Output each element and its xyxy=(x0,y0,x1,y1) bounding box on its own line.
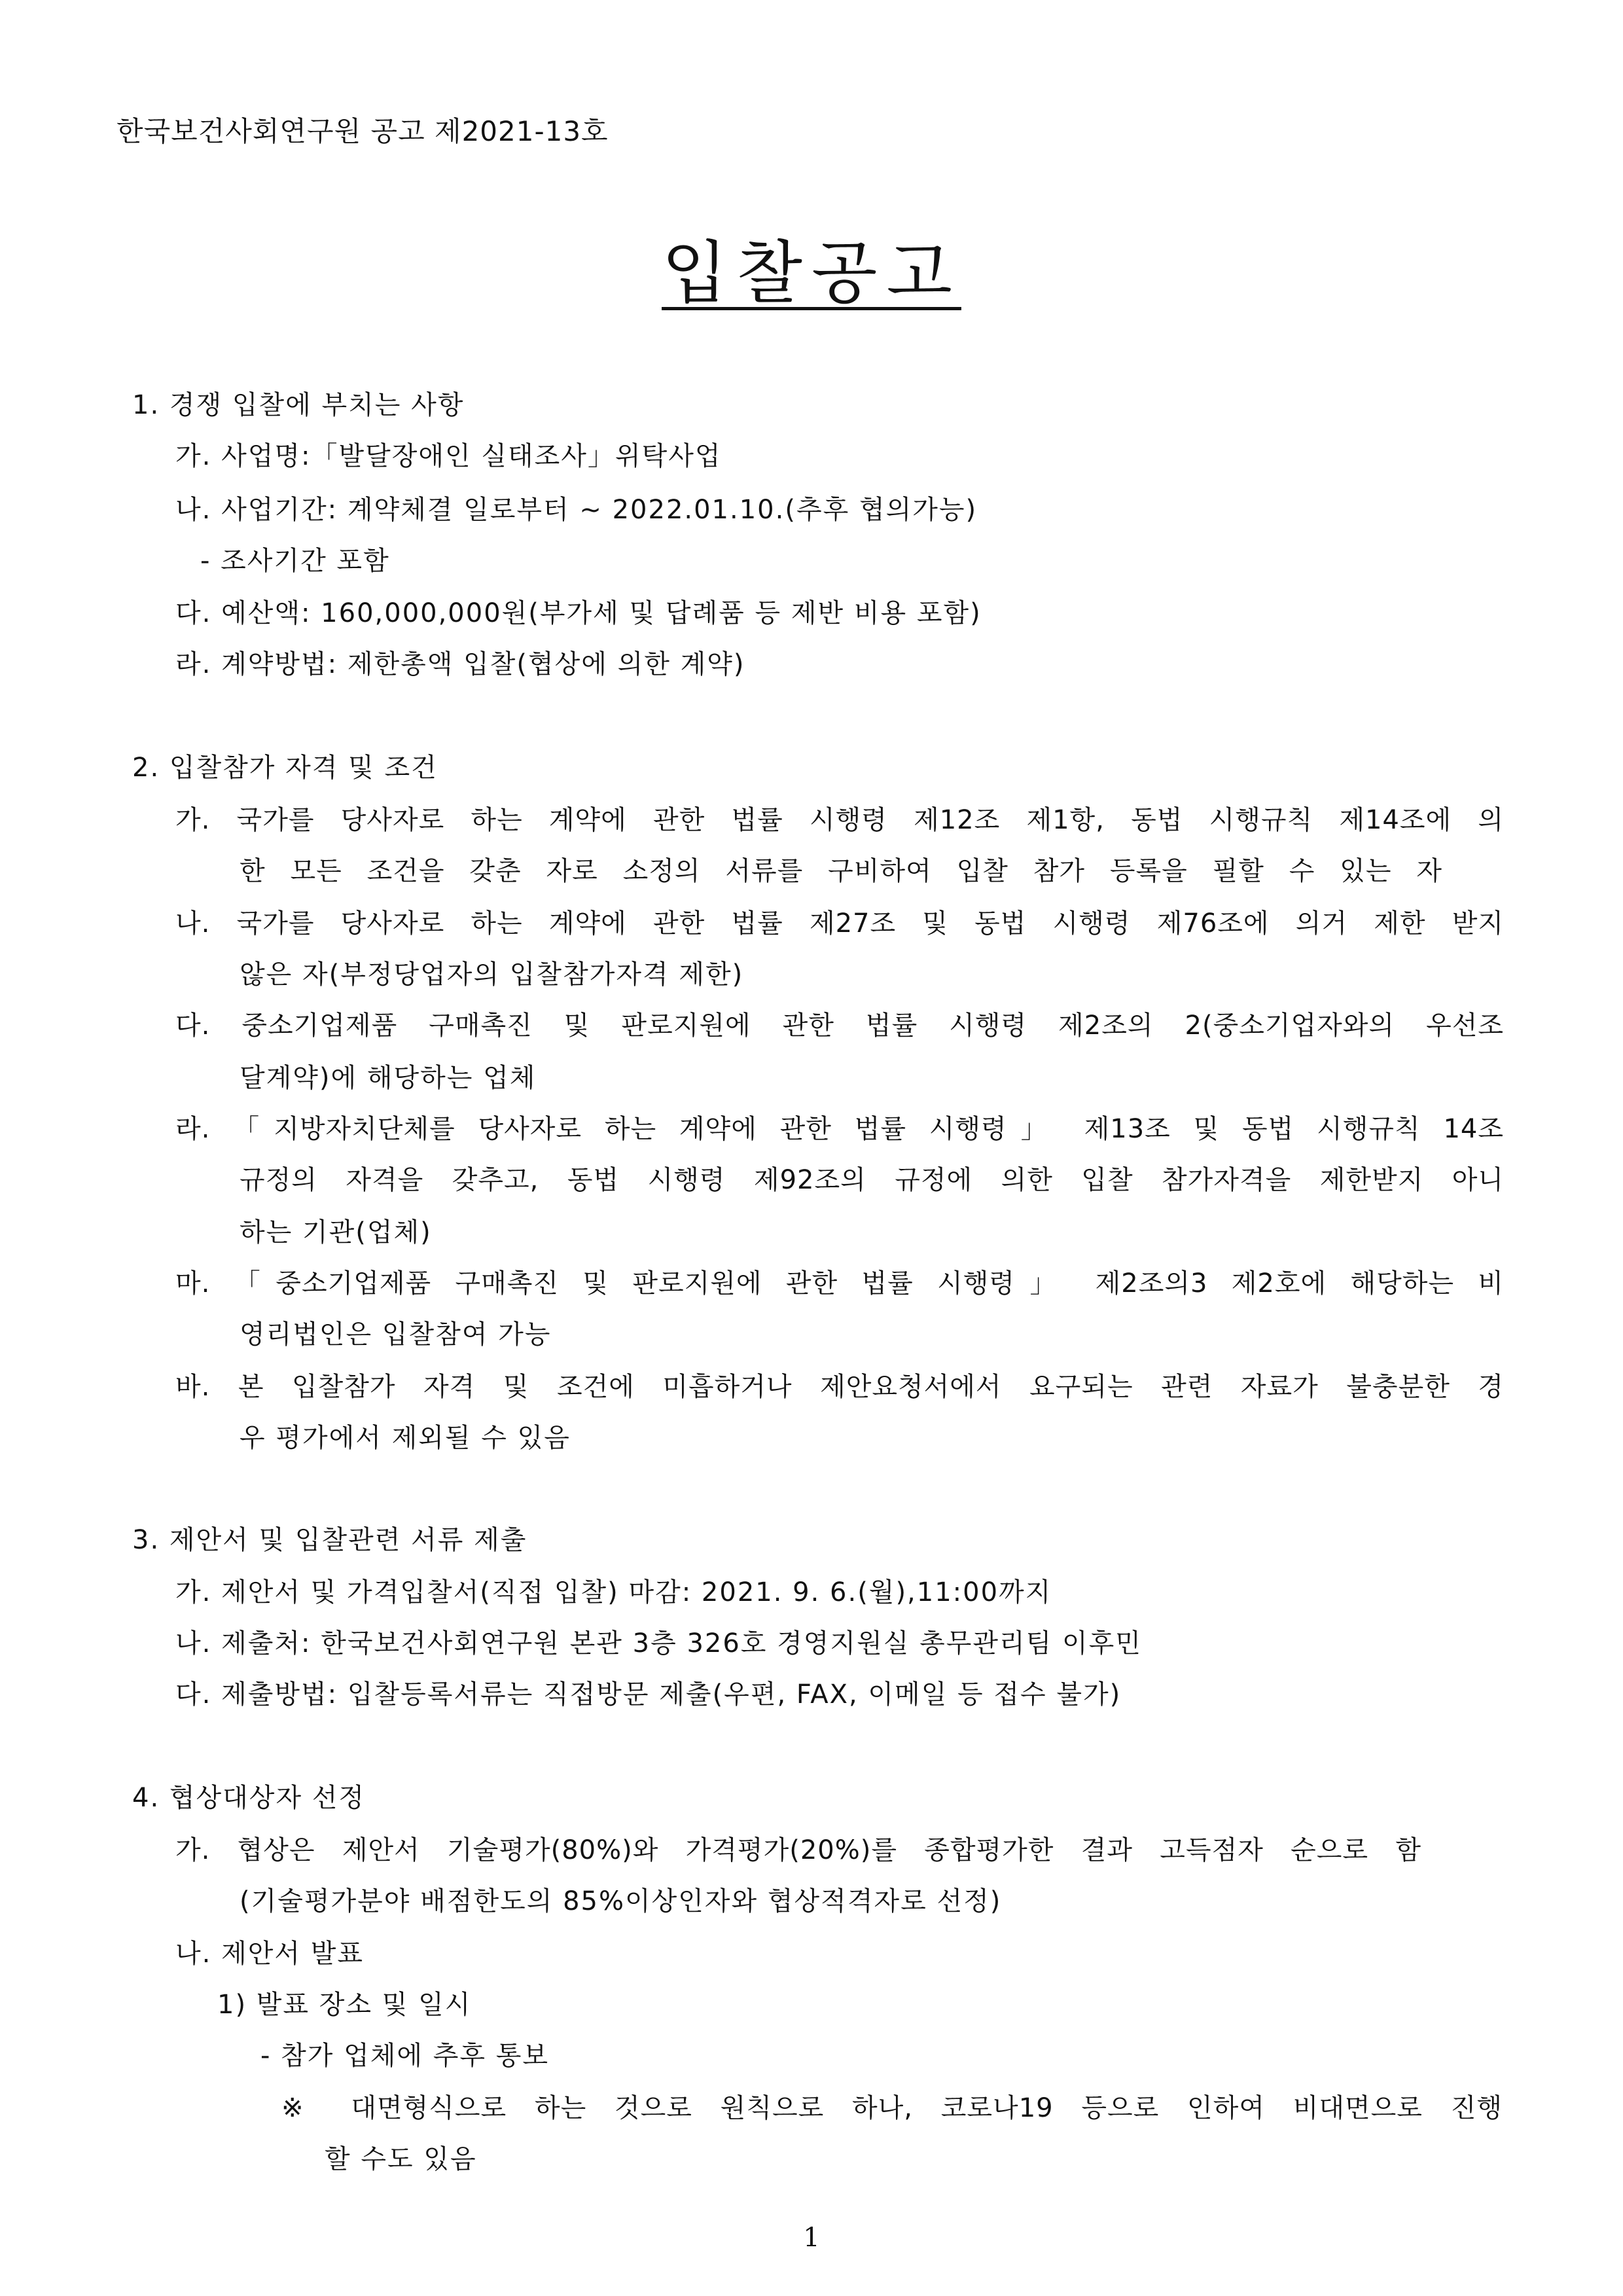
section-4-item-b: 나. 제안서 발표 xyxy=(175,1939,364,1969)
section-1-item-b: 나. 사업기간: 계약체결 일로부터 ~ 2022.01.10.(추후 협의가능) xyxy=(175,495,978,525)
section-3-item-b: 나. 제출처: 한국보건사회연구원 본관 3층 326호 경영지원실 총무관리팀 이후민 xyxy=(175,1628,1142,1659)
section-2-item-f-line2: 우 평가에서 제외될 수 있음 xyxy=(240,1423,571,1453)
section-2-item-c-line2: 달계약)에 해당하는 업체 xyxy=(240,1063,537,1093)
section-2-item-d-line2: 규정의 자격을 갖추고, 동법 시행령 제92조의 규정에 의한 입찰 참가자격을 제한받지 아니 xyxy=(240,1165,1504,1195)
section-4-heading: 4. 협상대상자 선정 xyxy=(132,1783,366,1813)
notice-number: 한국보건사회연구원 공고 제2021-13호 xyxy=(116,115,609,147)
section-2-item-f-line1: 바. 본 입찰참가 자격 및 조건에 미흡하거나 제안요청서에서 요구되는 관련 자료가 불충분한 경 xyxy=(175,1372,1504,1402)
section-2-item-b-line2: 않은 자(부정당업자의 입찰참가자격 제한) xyxy=(240,960,744,990)
document-title xyxy=(0,230,1623,315)
section-3-item-c: 다. 제출방법: 입찰등록서류는 직접방문 제출(우편, FAX, 이메일 등 접수 불가) xyxy=(175,1679,1122,1710)
title-text: 입찰공고 xyxy=(662,233,961,313)
section-2-heading: 2. 입찰참가 자격 및 조건 xyxy=(132,753,438,783)
section-2-item-b-line1: 나. 국가를 당사자로 하는 계약에 관한 법률 제27조 및 동법 시행령 제76조에 의거 제한 받지 xyxy=(175,908,1504,939)
section-4-item-b1-note: - 참가 업체에 추후 통보 xyxy=(260,2041,550,2071)
section-2-item-d-line3: 하는 기관(업체) xyxy=(240,1217,432,1247)
section-1-item-a: 가. 사업명:「발달장애인 실태조사」위탁사업 xyxy=(175,441,722,471)
section-2-item-a-line2: 한 모든 조건을 갖춘 자로 소정의 서류를 구비하여 입찰 참가 등록을 필할 수 있는 자 xyxy=(240,856,1442,886)
section-2-item-a-line1: 가. 국가를 당사자로 하는 계약에 관한 법률 시행령 제12조 제1항, 동법 시행규칙 제14조에 의 xyxy=(175,805,1504,835)
section-2-item-e-line2: 영리법인은 입찰참여 가능 xyxy=(240,1319,552,1350)
section-1-item-b-note: - 조사기간 포함 xyxy=(200,546,390,576)
section-4-item-a-line2: (기술평가분야 배점한도의 85%이상인자와 협상적격자로 선정) xyxy=(240,1886,1002,1916)
section-1-item-d: 라. 계약방법: 제한총액 입찰(협상에 의한 계약) xyxy=(175,649,745,679)
section-4-remark-line1: ※ 대면형식으로 하는 것으로 원칙으로 하나, 코로나19 등으로 인하여 비대면으로 진행 xyxy=(281,2093,1503,2123)
section-4-remark-line2: 할 수도 있음 xyxy=(325,2144,477,2174)
section-4-item-b1: 1) 발표 장소 및 일시 xyxy=(217,1990,472,2020)
section-1-heading: 1. 경쟁 입찰에 부치는 사항 xyxy=(132,390,465,420)
section-2-item-e-line1: 마. 「중소기업제품 구매촉진 및 판로지원에 관한 법률 시행령」 제2조의3 제2호에 해당하는 비 xyxy=(175,1268,1504,1299)
section-4-item-a-line1: 가. 협상은 제안서 기술평가(80%)와 가격평가(20%)를 종합평가한 결과 고득점자 순으로 함 xyxy=(175,1835,1421,1865)
section-3-heading: 3. 제안서 및 입찰관련 서류 제출 xyxy=(132,1525,527,1555)
section-3-item-a: 가. 제안서 및 가격입찰서(직접 입찰) 마감: 2021. 9. 6.(월),11:00까지 xyxy=(175,1577,1052,1607)
section-2-item-c-line1: 다. 중소기업제품 구매촉진 및 판로지원에 관한 법률 시행령 제2조의 2(중소기업자와의 우선조 xyxy=(175,1011,1504,1041)
section-2-item-d-line1: 라. 「지방자치단체를 당사자로 하는 계약에 관한 법률 시행령」 제13조 및 동법 시행규칙 14조 xyxy=(175,1114,1504,1144)
page-number: 1 xyxy=(803,2223,820,2253)
section-1-item-c: 다. 예산액: 160,000,000원(부가세 및 답례품 등 제반 비용 포함) xyxy=(175,598,982,628)
